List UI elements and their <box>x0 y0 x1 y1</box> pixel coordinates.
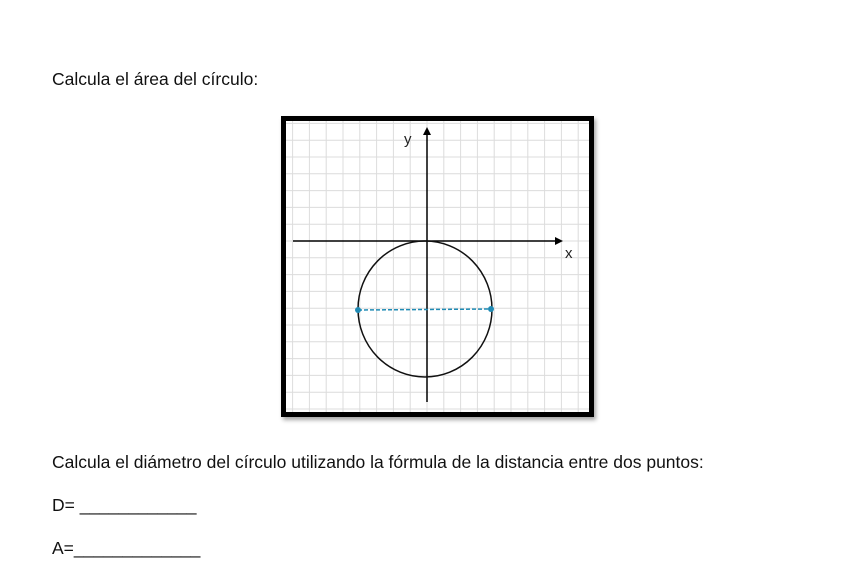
question-diameter: Calcula el diámetro del círculo utilizando la fórmula de la distancia entre dos puntos: <box>52 452 704 472</box>
diameter-endpoint-right <box>488 306 494 312</box>
diameter-answer-line[interactable]: D= ____________ <box>52 495 197 515</box>
question-area: Calcula el área del círculo: <box>52 69 259 89</box>
x-axis-label: x <box>565 245 573 262</box>
area-answer-line[interactable]: A=_____________ <box>52 538 201 558</box>
diameter-endpoint-left <box>355 307 361 313</box>
coordinate-figure <box>281 116 594 417</box>
y-axis-label: y <box>404 131 412 148</box>
